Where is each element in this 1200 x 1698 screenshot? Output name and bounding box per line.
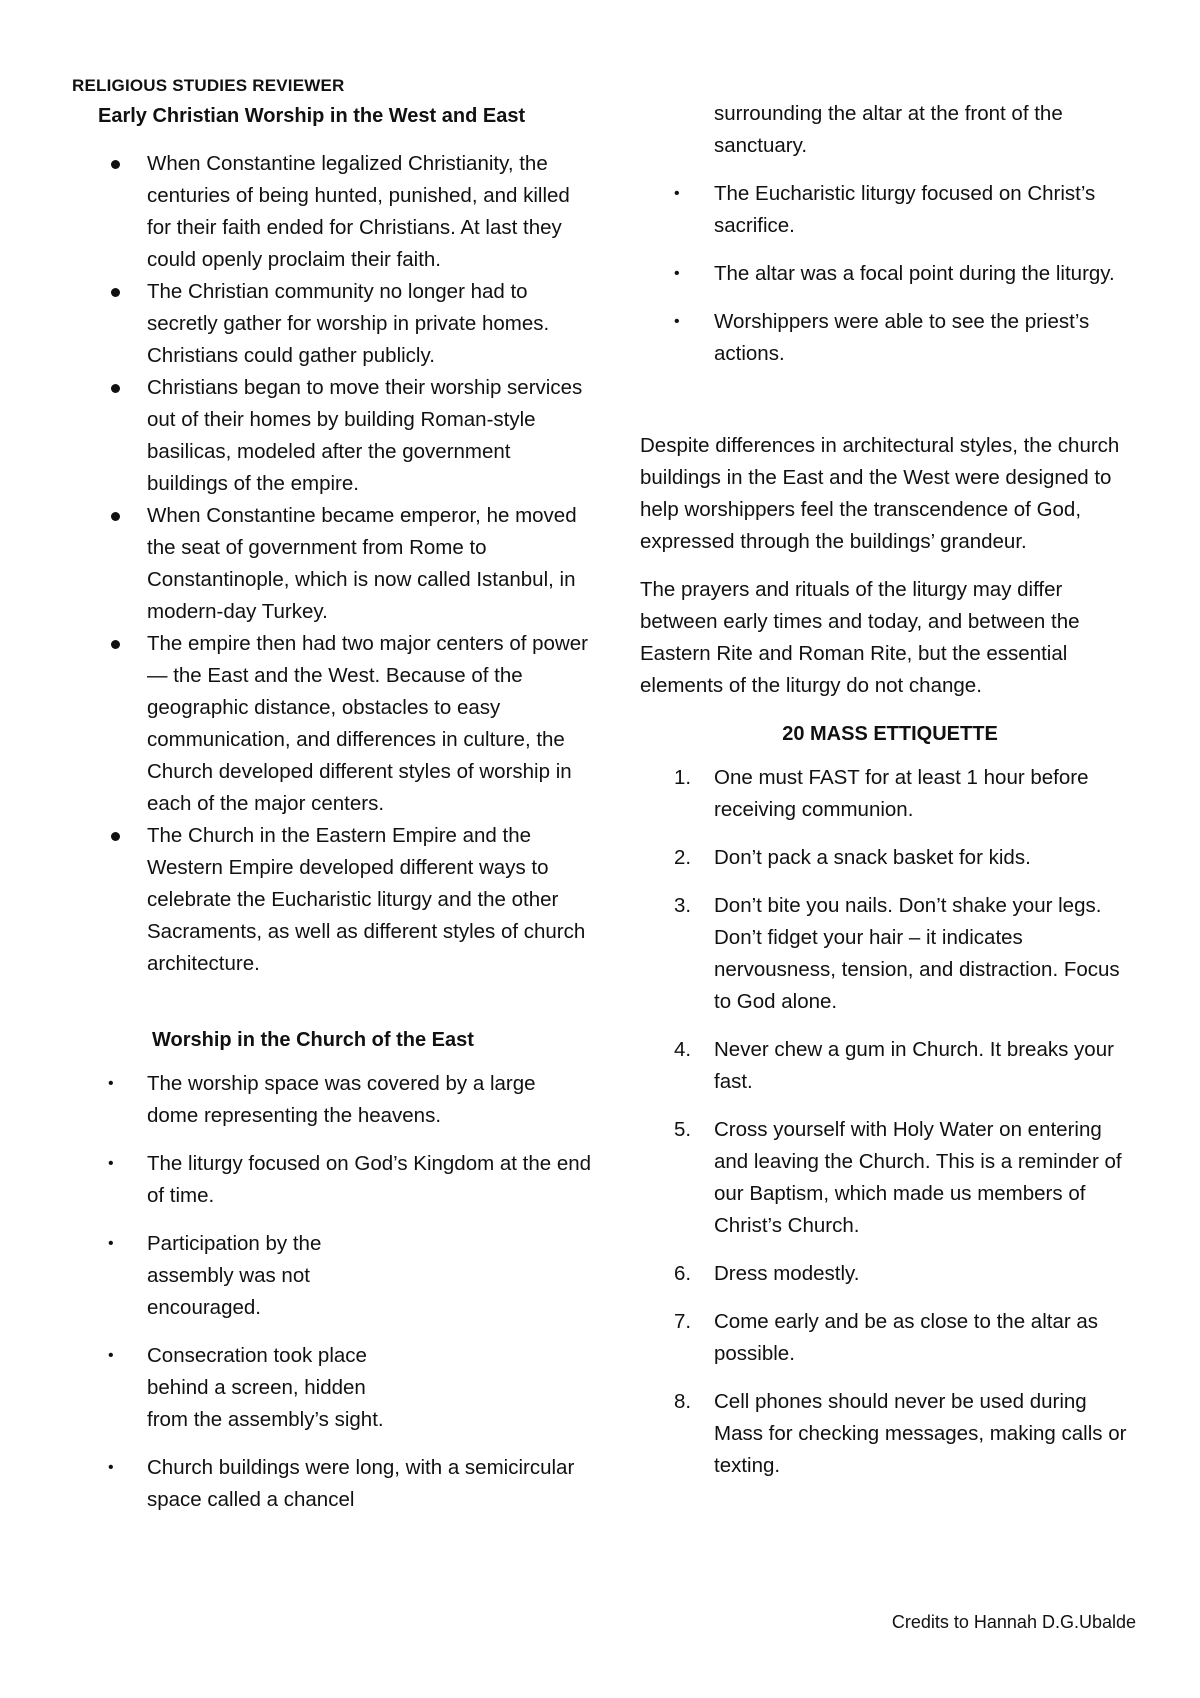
bullet-icon: • [108,1155,114,1172]
list-item: 3. Don’t bite you nails. Don’t shake your legs. Don’t fidget your hair – it indicates nervousness, tension, and distraction. Focus to God alone. [674,894,1120,1013]
list-item: When Constantine legalized Christianity, the centuries of being hunted, punished, and killed for their faith ended for Christians. At last they could openly proclaim their faith. [72,148,592,276]
list-item: 1. One must FAST for at least 1 hour before receiving communion. [674,766,1089,821]
list-item: Christians began to move their worship services out of their homes by building Roman-style basilicas, modeled after the government buildings of the empire. [72,372,592,500]
section-heading-mass-etiquette: 20 MASS ETTIQUETTE [782,723,998,745]
left-column [72,100,592,1532]
bullet-icon [111,288,120,297]
church-west-list [640,178,1140,370]
bullet-icon: • [674,265,680,282]
church-east-list [72,1068,592,1516]
bullet-icon [111,160,120,169]
list-item: • The liturgy focused on God’s Kingdom at the end of time. [72,1148,592,1212]
list-item: • The Eucharistic liturgy focused on Christ’s sacrifice. [640,178,1140,242]
section-heading-church-east: Worship in the Church of the East [152,1029,474,1051]
list-item: When Constantine became emperor, he moved the seat of government from Rome to Constantinople, which is now called Istanbul, in modern-day Turkey. [72,500,592,628]
list-item: • Church buildings were long, with a semicircular space called a chancel [72,1452,592,1516]
bullet-icon: • [108,1347,114,1364]
bullet-icon: • [108,1459,114,1476]
list-item: • The altar was a focal point during the liturgy. [640,258,1140,290]
paragraph: The prayers and rituals of the liturgy may differ between early times and today, and between the Eastern Rite and Roman Rite, but the essential elements of the liturgy do not change. [640,578,1080,697]
bullet-icon: • [674,313,680,330]
continued-text: surrounding the altar at the front of the sanctuary. [714,102,1063,157]
early-worship-list [72,148,592,980]
list-item: The Christian community no longer had to secretly gather for worship in private homes. Christians could gather publicly. [72,276,592,372]
list-item: • Participation by the assembly was not encouraged. [72,1228,377,1324]
list-item: 4. Never chew a gum in Church. It breaks your fast. [674,1038,1114,1093]
bullet-icon [111,640,120,649]
list-item: The Church in the Eastern Empire and the Western Empire developed different ways to celebrate the Eucharistic liturgy and the other Sacraments, as well as different styles of church architecture. [72,820,592,980]
list-item: The empire then had two major centers of power— the East and the West. Because of the geographic distance, obstacles to easy communication, and differences in culture, the Church developed different styles of worship in each of the major centers. [72,628,592,820]
bullet-icon [111,832,120,841]
list-item: • The worship space was covered by a large dome representing the heavens. [72,1068,592,1132]
bullet-icon: • [108,1235,114,1252]
list-item: 5. Cross yourself with Holy Water on entering and leaving the Church. This is a reminder of our Baptism, which made us members of Christ’s Church. [674,1118,1122,1237]
etiquette-list [640,762,1140,1482]
list-item: 2. Don’t pack a snack basket for kids. [674,846,1031,869]
list-item: • Consecration took place behind a screen, hidden from the assembly’s sight. [72,1340,407,1436]
section-heading-early-worship: Early Christian Worship in the West and East [98,105,526,127]
bullet-icon [111,384,120,393]
list-item: 7. Come early and be as close to the altar as possible. [674,1310,1099,1365]
right-column [640,98,1140,1498]
list-item: 6. Dress modestly. [674,1262,860,1285]
list-item: 8. Cell phones should never be used during Mass for checking messages, making calls or texting. [674,1390,1127,1477]
credits-footer: Credits to Hannah D.G.Ubalde [891,1612,1136,1632]
bullet-icon: • [108,1075,114,1092]
document-title: RELIGIOUS STUDIES REVIEWER [72,76,345,95]
bullet-icon [111,512,120,521]
bullet-icon: • [674,185,680,202]
paragraph: Despite differences in architectural styles, the church buildings in the East and the West were designed to help worshippers feel the transcendence of God, expressed through the buildings’ grandeur. [640,434,1120,553]
list-item: • Worshippers were able to see the priest’s actions. [640,306,1140,370]
